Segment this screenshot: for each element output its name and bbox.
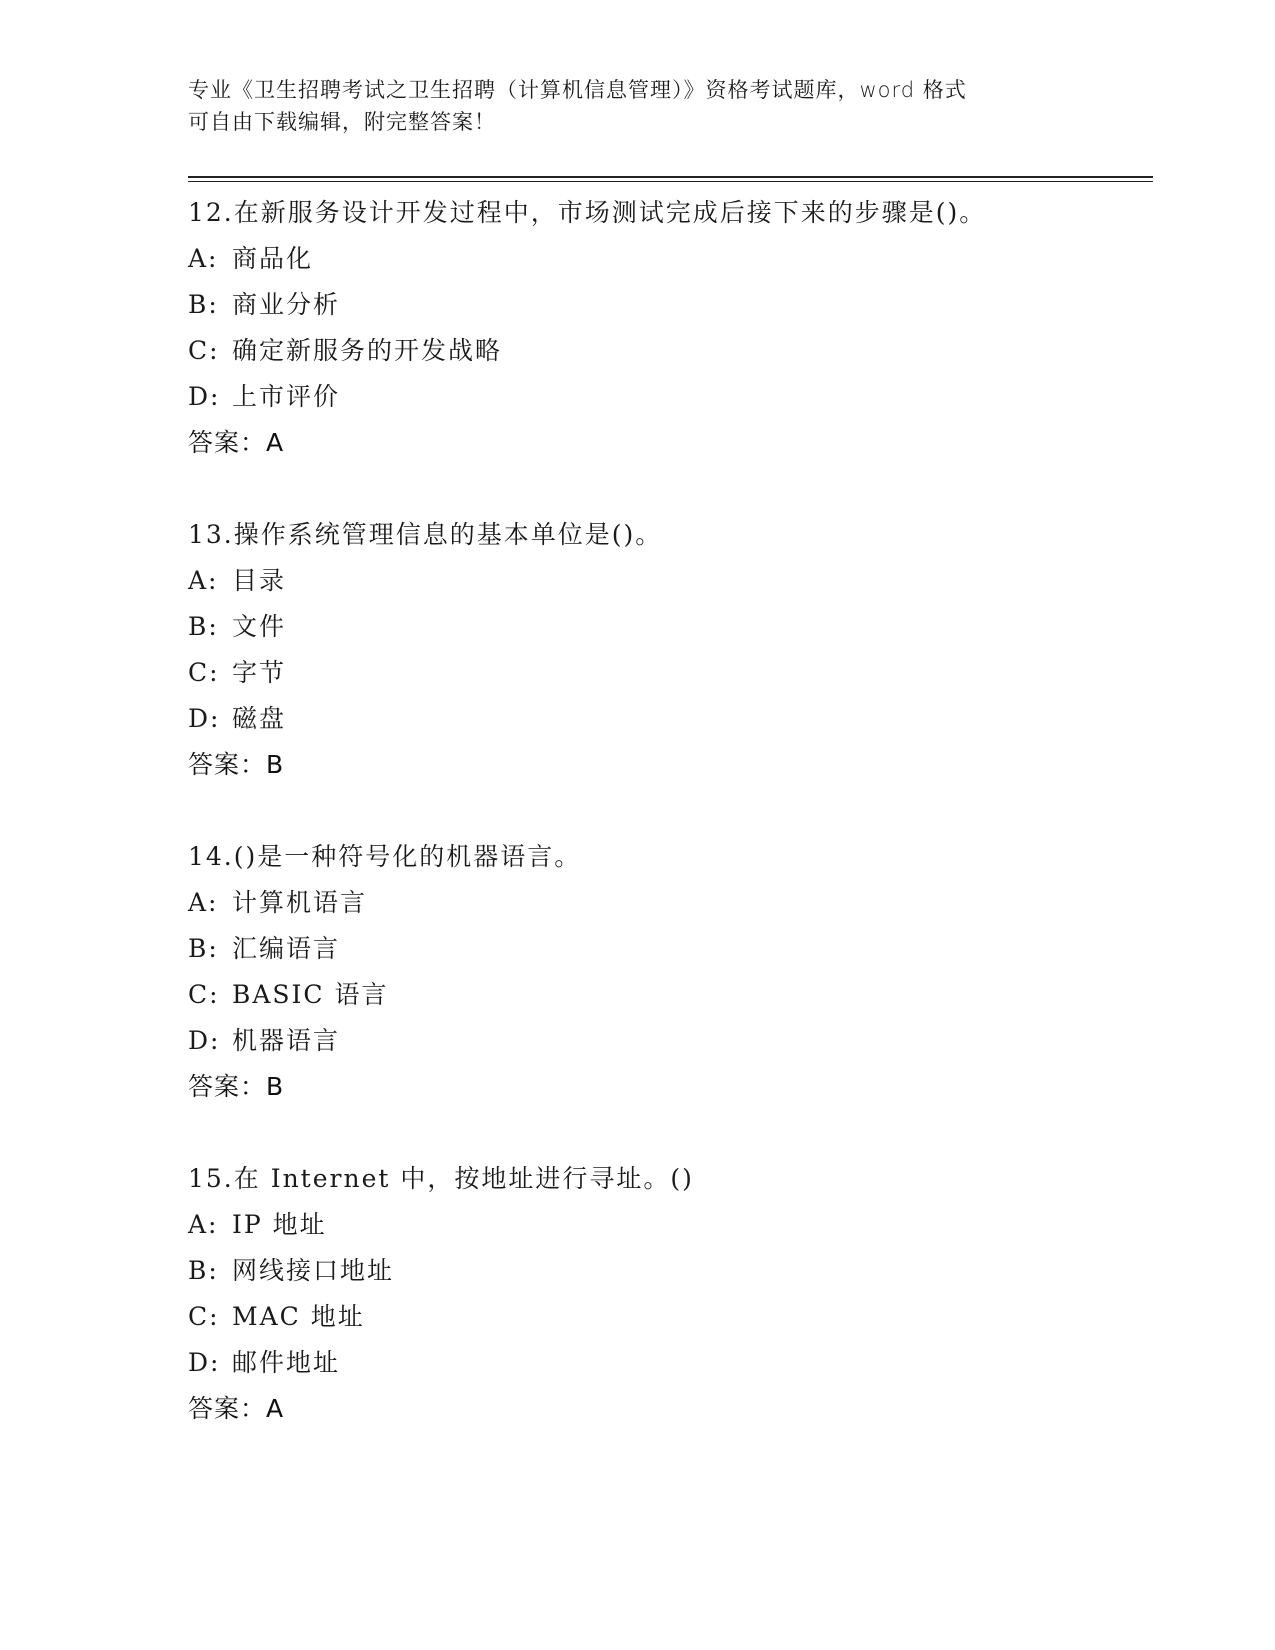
question-15 [188,1156,1153,1432]
option-b [188,282,1153,328]
option-text: 商品化 [232,244,314,273]
option-a [188,558,1153,604]
option-key: C: [188,336,220,365]
question-stem: 14.()是一种符号化的机器语言。 [188,842,582,871]
option-key: C: [188,980,220,1009]
answer-line: 答案：B [188,750,285,779]
option-b [188,1248,1153,1294]
option-b [188,926,1153,972]
option-text: 字节 [232,658,287,687]
header-divider-thick [188,176,1153,178]
question-14 [188,834,1153,1110]
question-stem: 15.在 Internet 中，按地址进行寻址。() [188,1164,694,1193]
question-stem: 13.操作系统管理信息的基本单位是()。 [188,520,663,549]
option-key: D: [188,704,221,733]
option-text: 上市评价 [232,382,341,411]
option-key: B: [188,1256,219,1285]
option-key: A: [188,888,219,917]
option-text: 目录 [232,566,287,595]
option-key: B: [188,612,219,641]
header-line-2: 可自由下载编辑，附完整答案！ [188,110,496,134]
option-text: 磁盘 [232,704,287,733]
option-text: MAC 地址 [232,1302,365,1331]
option-text: 网线接口地址 [232,1256,395,1285]
option-key: A: [188,1210,219,1239]
option-a [188,236,1153,282]
option-c [188,1294,1153,1340]
question-list [188,190,1153,1478]
option-c [188,972,1153,1018]
option-text: BASIC 语言 [232,980,389,1009]
option-text: 确定新服务的开发战略 [232,336,503,365]
option-key: B: [188,290,219,319]
question-13 [188,512,1153,788]
option-key: C: [188,1302,220,1331]
option-key: A: [188,566,219,595]
option-c [188,650,1153,696]
option-key: D: [188,1026,221,1055]
question-12 [188,190,1153,466]
option-a [188,1202,1153,1248]
option-d [188,374,1153,420]
option-key: C: [188,658,220,687]
option-b [188,604,1153,650]
option-text: 商业分析 [232,290,341,319]
option-d [188,1018,1153,1064]
option-d [188,696,1153,742]
answer-line: 答案：A [188,428,285,457]
answer-line: 答案：B [188,1072,285,1101]
option-a [188,880,1153,926]
option-text: 邮件地址 [232,1348,341,1377]
option-key: D: [188,1348,221,1377]
answer-line: 答案：A [188,1394,285,1423]
question-stem: 12.在新服务设计开发过程中，市场测试完成后接下来的步骤是()。 [188,198,987,227]
option-c [188,328,1153,374]
document-header [188,74,1088,138]
header-divider-thin [188,181,1153,182]
option-key: B: [188,934,219,963]
option-key: A: [188,244,219,273]
option-d [188,1340,1153,1386]
option-text: 汇编语言 [232,934,341,963]
header-line-1: 专业《卫生招聘考试之卫生招聘（计算机信息管理）》资格考试题库，word 格式 [188,78,967,102]
option-text: IP 地址 [232,1210,327,1239]
option-text: 机器语言 [232,1026,341,1055]
option-key: D: [188,382,221,411]
option-text: 计算机语言 [232,888,368,917]
option-text: 文件 [232,612,287,641]
